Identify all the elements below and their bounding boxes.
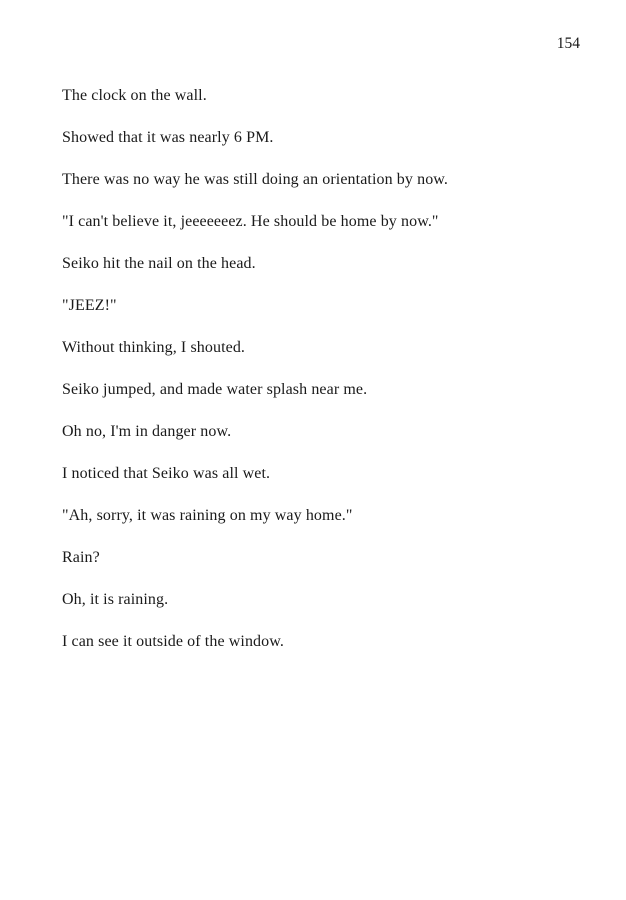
paragraph: The clock on the wall.	[62, 87, 207, 104]
paragraph: Seiko jumped, and made water splash near me.	[62, 381, 368, 398]
paragraph: "Ah, sorry, it was raining on my way home."	[62, 507, 353, 524]
paragraph: Oh no, I'm in danger now.	[62, 423, 232, 440]
paragraph: I noticed that Seiko was all wet.	[62, 465, 271, 482]
paragraph: "JEEZ!"	[62, 297, 117, 314]
paragraph: Seiko hit the nail on the head.	[62, 255, 256, 272]
paragraph: Without thinking, I shouted.	[62, 339, 246, 356]
paragraph: Rain?	[62, 549, 100, 566]
page-number: 154	[556, 35, 580, 52]
paragraph: There was no way he was still doing an orientation by now.	[62, 171, 449, 188]
paragraph: Showed that it was nearly 6 PM.	[62, 129, 274, 146]
paragraph: I can see it outside of the window.	[62, 633, 284, 650]
paragraph: Oh, it is raining.	[62, 591, 169, 608]
paragraph: "I can't believe it, jeeeeeeez. He should be home by now."	[62, 213, 439, 230]
page-body-text	[62, 88, 586, 676]
